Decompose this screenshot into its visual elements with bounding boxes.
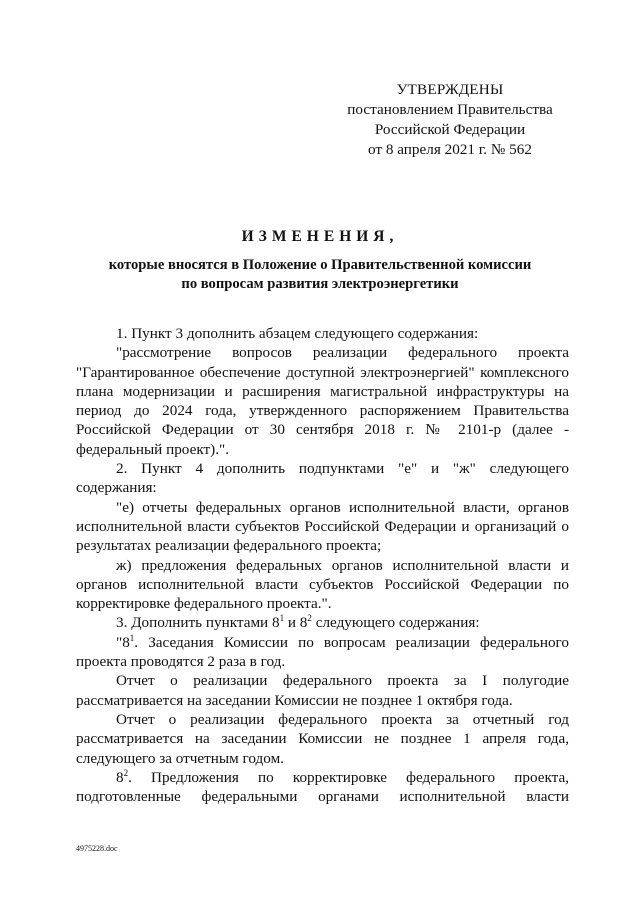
text-run: 8 — [116, 768, 124, 786]
paragraph — [76, 768, 569, 807]
text-run: . Заседания Комиссии по вопросам реализации федерального проекта проводятся 2 раза в год. — [76, 633, 569, 671]
paragraph: Отчет о реализации федерального проекта за I полугодие рассматривается на заседании Комиссии не позднее 1 октября года. — [76, 672, 569, 709]
superscript: 1 — [279, 613, 285, 624]
document-subtitle — [0, 256, 640, 294]
paragraph — [76, 633, 569, 672]
superscript: 2 — [123, 767, 129, 778]
document-body — [76, 324, 569, 806]
paragraph: "е) отчеты федеральных органов исполнительной власти, органов исполнительной власти субъектов Российской Федерации и организаций о результатах реализации федерального проекта; — [76, 498, 569, 555]
file-name-footer: 4975228.doc — [76, 844, 118, 853]
approval-date-number: от 8 апреля 2021 г. № 562 — [368, 141, 532, 158]
paragraph — [76, 613, 569, 632]
approval-heading: УТВЕРЖДЕНЫ — [396, 81, 504, 98]
superscript: 2 — [307, 613, 312, 624]
text-run: и 8 — [284, 614, 308, 632]
text-run: следующего содержания: — [311, 614, 480, 632]
paragraph: "рассмотрение вопросов реализации федерального проекта "Гарантированное обеспечение доступной электроэнергией" комплексного плана модернизации и расширения магистральной инфраструктуры на период до 2024 года, утвержденного распоряжением Правительства Российской Федерации от 30 сентября 2018 г. № 2101-р (далее - федеральный проект).". — [76, 344, 569, 458]
paragraph: 1. Пункт 3 дополнить абзацем следующего содержания: — [116, 325, 479, 342]
approval-block — [300, 80, 600, 160]
text-run: . Предложения по корректировке федерального проекта, подготовленные федеральными органами исполнительной власти — [76, 768, 569, 806]
approval-line: Российской Федерации — [374, 121, 526, 138]
paragraph: 2. Пункт 4 дополнить подпунктами "е" и "ж" следующего содержания: — [76, 460, 569, 497]
document-title: ИЗМЕНЕНИЯ, — [241, 228, 399, 245]
paragraph: Отчет о реализации федерального проекта за отчетный год рассматривается на заседании Комиссии не позднее 1 апреля года, следующего за отчетным годом. — [76, 710, 569, 767]
text-run: "8 — [116, 633, 130, 651]
text-run: 3. Дополнить пунктами 8 — [116, 614, 280, 632]
subtitle-line: по вопросам развития электроэнергетики — [181, 276, 459, 292]
superscript: 1 — [129, 632, 135, 643]
subtitle-line: которые вносятся в Положение о Правительственной комиссии — [108, 257, 532, 273]
approval-line: постановлением Правительства — [347, 101, 553, 118]
paragraph: ж) предложения федеральных органов исполнительной власти и органов исполнительной власти субъектов Российской Федерации по корректировке федерального проекта.". — [76, 556, 569, 613]
